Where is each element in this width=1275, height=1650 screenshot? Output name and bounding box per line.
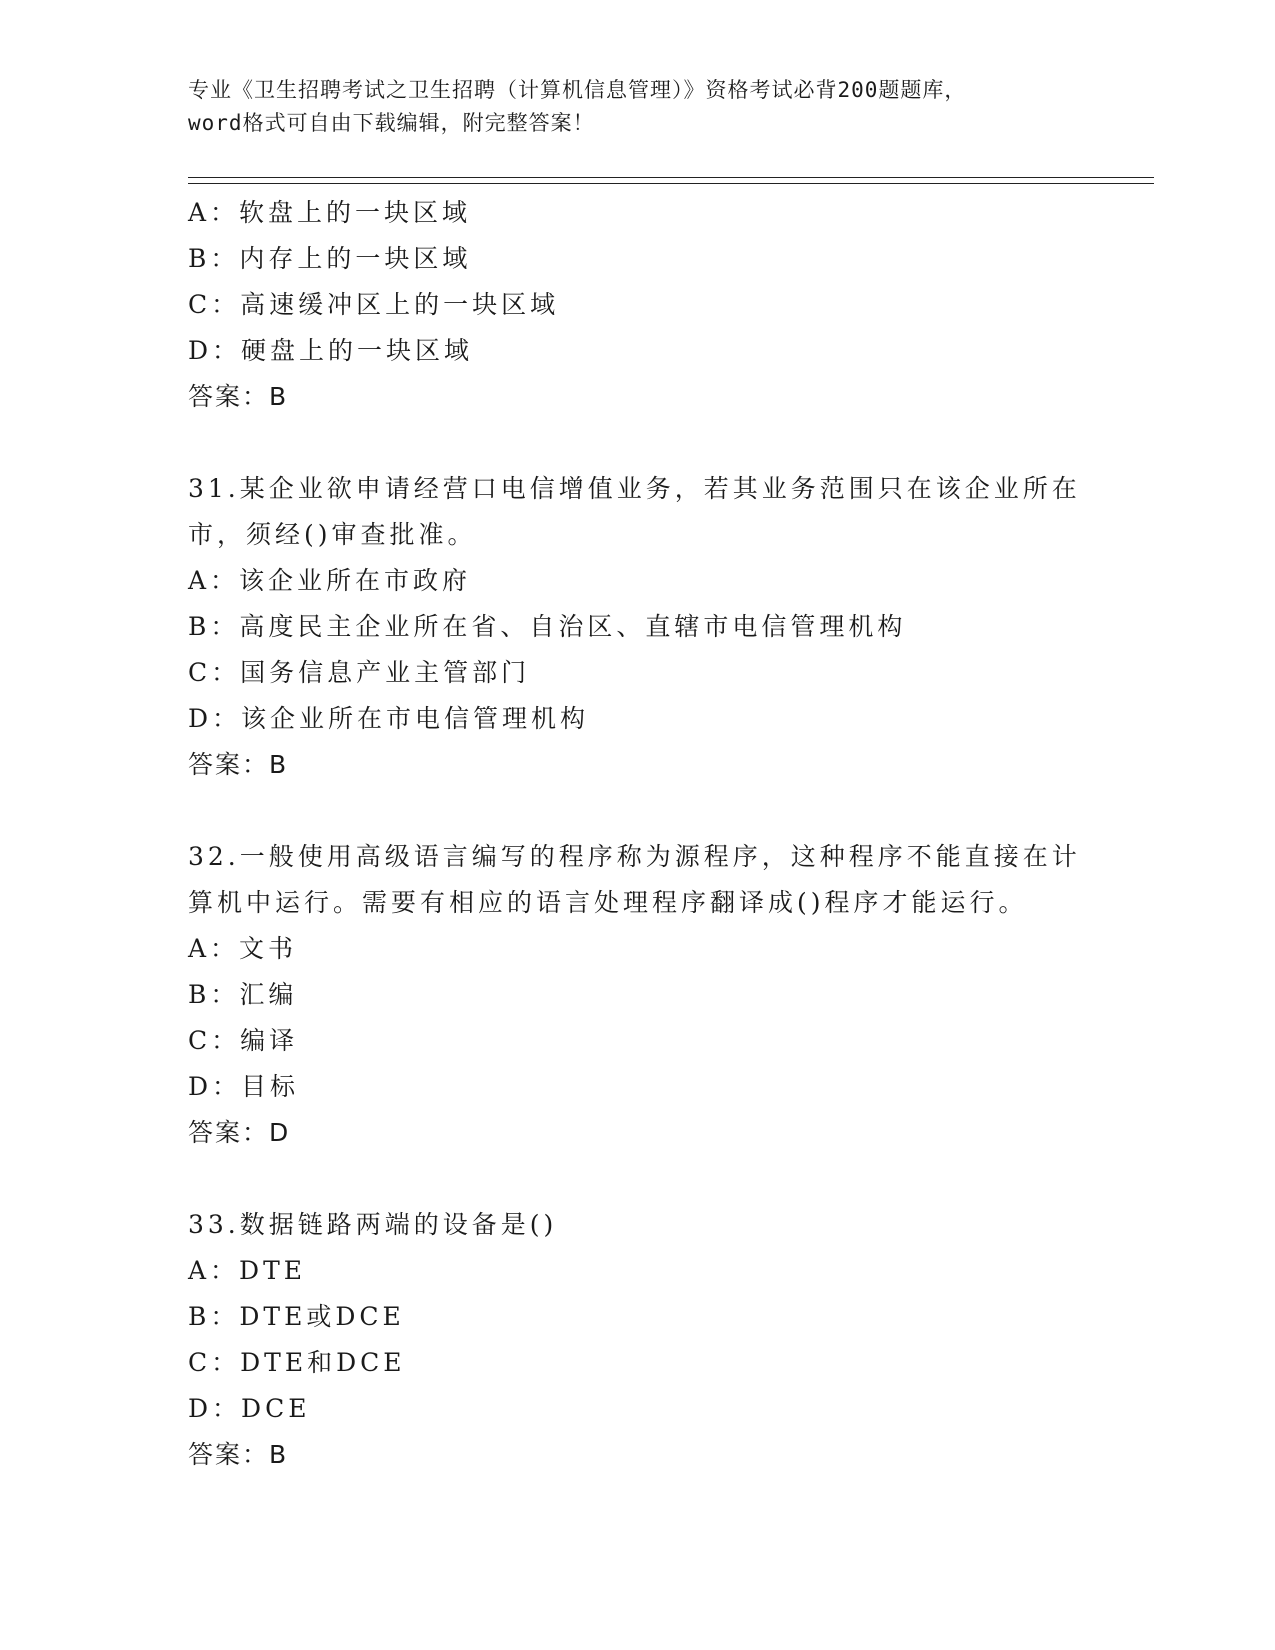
question-32 — [188, 834, 1088, 1156]
document-header — [188, 74, 1088, 140]
answer: 答案：B — [188, 1440, 289, 1469]
option-d: D：该企业所在市电信管理机构 — [188, 704, 590, 733]
header-line-1: 专业《卫生招聘考试之卫生招聘（计算机信息管理）》资格考试必背200题题库， — [188, 78, 967, 102]
header-rule-top — [188, 177, 1154, 178]
answer: 答案：B — [188, 750, 289, 779]
spacer — [188, 420, 1088, 466]
option-a: A：软盘上的一块区域 — [188, 198, 472, 227]
document-body — [188, 190, 1088, 1478]
question-31 — [188, 466, 1088, 788]
option-c: C：高速缓冲区上的一块区域 — [188, 290, 560, 319]
option-b: B：汇编 — [188, 980, 298, 1009]
option-d: D：目标 — [188, 1072, 300, 1101]
question-text-line: 31.某企业欲申请经营口电信增值业务，若其业务范围只在该企业所在 — [188, 474, 1081, 503]
answer: 答案：D — [188, 1118, 291, 1147]
option-d: D：硬盘上的一块区域 — [188, 336, 474, 365]
header-rule-bottom — [188, 183, 1154, 184]
option-c: C：编译 — [188, 1026, 299, 1055]
question-text-line: 33.数据链路两端的设备是() — [188, 1210, 558, 1239]
spacer — [188, 1156, 1088, 1202]
question-33 — [188, 1202, 1088, 1478]
answer: 答案：B — [188, 382, 289, 411]
option-a: A：文书 — [188, 934, 298, 963]
option-d: D：DCE — [188, 1394, 311, 1423]
option-b: B：内存上的一块区域 — [188, 244, 472, 273]
option-b: B：DTE或DCE — [188, 1302, 405, 1331]
option-c: C：DTE和DCE — [188, 1348, 406, 1377]
question-text-line: 市，须经()审查批准。 — [188, 520, 477, 549]
question-text-line: 算机中运行。需要有相应的语言处理程序翻译成()程序才能运行。 — [188, 888, 1028, 917]
header-line-2: word格式可自由下载编辑，附完整答案！ — [188, 111, 595, 135]
continued-question — [188, 190, 1088, 420]
option-a: A：该企业所在市政府 — [188, 566, 472, 595]
spacer — [188, 788, 1088, 834]
option-c: C：国务信息产业主管部门 — [188, 658, 531, 687]
option-b: B：高度民主企业所在省、自治区、直辖市电信管理机构 — [188, 612, 907, 641]
option-a: A：DTE — [188, 1256, 307, 1285]
question-text-line: 32.一般使用高级语言编写的程序称为源程序，这种程序不能直接在计 — [188, 842, 1081, 871]
